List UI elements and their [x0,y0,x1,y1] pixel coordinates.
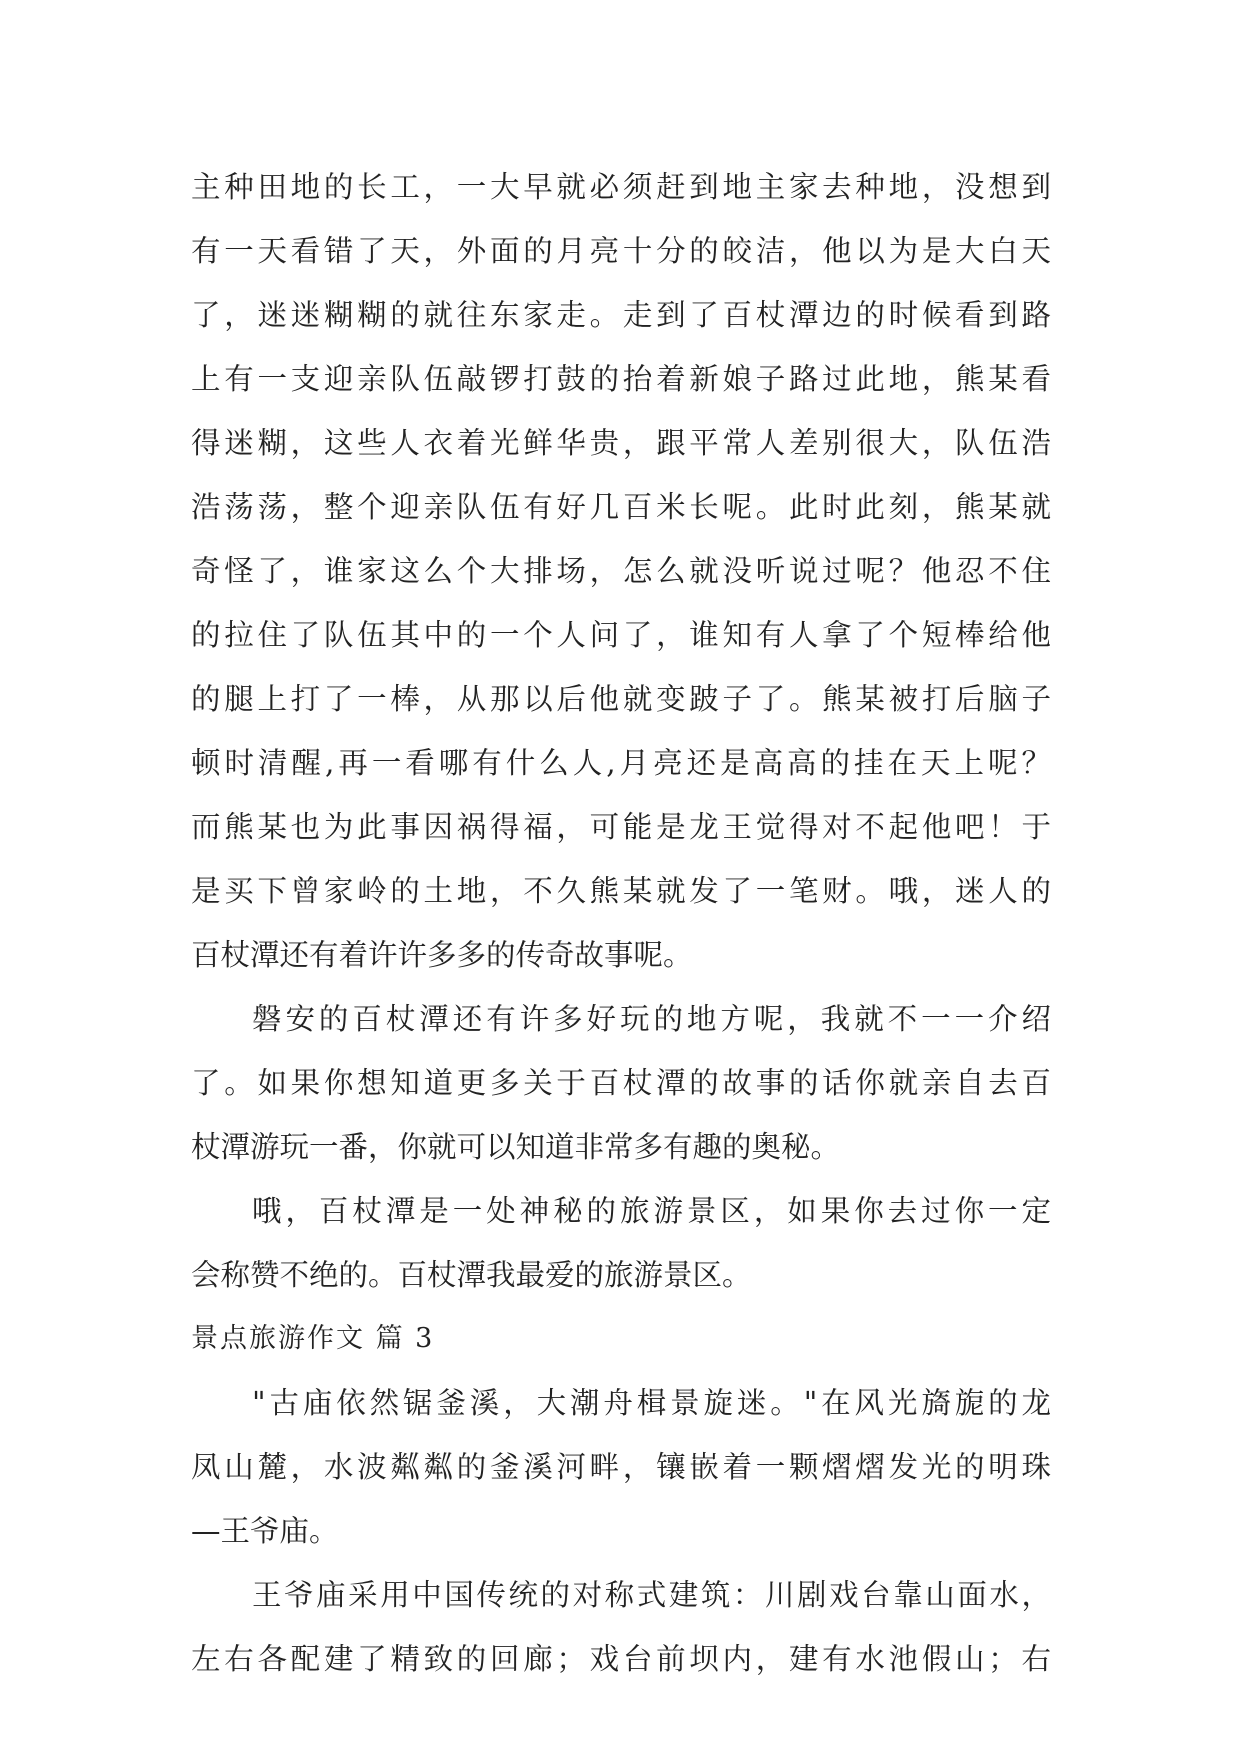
paragraph-line: 得迷糊，这些人衣着光鲜华贵，跟平常人差别很大，队伍浩 [191,426,1051,460]
paragraph-line: 上有一支迎亲队伍敲锣打鼓的抬着新娘子路过此地，熊某看 [191,362,1051,396]
paragraph-line: 杖潭游玩一番，你就可以知道非常多有趣的奥秘。 [191,1130,841,1164]
paragraph-line: 左右各配建了精致的回廊；戏台前坝内，建有水池假山；右 [191,1642,1051,1676]
paragraph-first-line: 王爷庙采用中国传统的对称式建筑：川剧戏台靠山面水， [252,1578,1051,1612]
paragraph-line: 而熊某也为此事因祸得福，可能是龙王觉得对不起他吧！于 [191,810,1051,844]
paragraph-line: 有一天看错了天，外面的月亮十分的皎洁，他以为是大白天 [191,234,1051,268]
paragraph-line: 的拉住了队伍其中的一个人问了，谁知有人拿了个短棒给他 [191,618,1051,652]
paragraph-line: 会称赞不绝的。百杖潭我最爱的旅游景区。 [191,1258,752,1292]
paragraph-first-line: "古庙依然锯釜溪，大潮舟楫景旋迷。"在风光旖旎的龙 [252,1386,1051,1420]
paragraph-line: 百杖潭还有着许许多多的传奇故事呢。 [191,938,693,972]
paragraph-line: 了。如果你想知道更多关于百杖潭的故事的话你就亲自去百 [191,1066,1051,1100]
paragraph-line: 了，迷迷糊糊的就往东家走。走到了百杖潭边的时候看到路 [191,298,1051,332]
paragraph-line: 是买下曾家岭的土地，不久熊某就发了一笔财。哦，迷人的 [191,874,1051,908]
paragraph-first-line: 磐安的百杖潭还有许多好玩的地方呢，我就不一一介绍 [252,1002,1051,1036]
paragraph-line: 浩荡荡，整个迎亲队伍有好几百米长呢。此时此刻，熊某就 [191,490,1051,524]
paragraph-line: 的腿上打了一棒，从那以后他就变跛子了。熊某被打后脑子 [191,682,1051,716]
paragraph-line: 主种田地的长工，一大早就必须赶到地主家去种地，没想到 [191,170,1051,204]
paragraph-line: 奇怪了，谁家这么个大排场，怎么就没听说过呢？他忍不住 [191,554,1051,588]
paragraph-line: —王爷庙。 [191,1514,339,1548]
section-heading: 景点旅游作文 篇 3 [191,1323,435,1354]
paragraph-first-line: 哦，百杖潭是一处神秘的旅游景区，如果你去过你一定 [252,1194,1051,1228]
paragraph-line: 凤山麓，水波粼粼的釜溪河畔，镶嵌着一颗熠熠发光的明珠 [191,1450,1051,1484]
paragraph-line: 顿时清醒,再一看哪有什么人,月亮还是高高的挂在天上呢？ [191,746,1051,780]
